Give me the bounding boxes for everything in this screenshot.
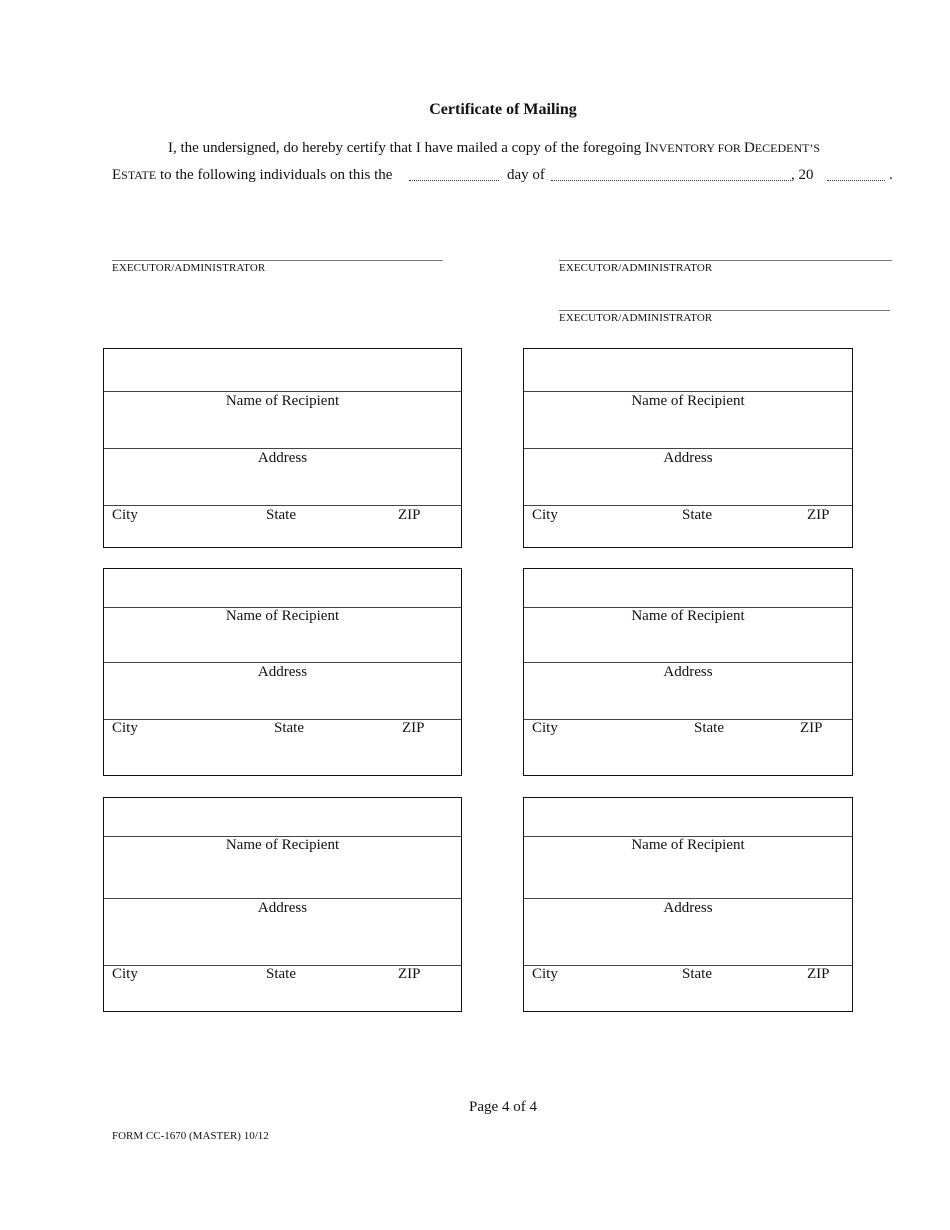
city-label: City (532, 966, 558, 982)
month-field[interactable] (551, 170, 791, 181)
state-label: State (682, 507, 712, 523)
name-of-recipient-label: Name of Recipient (631, 837, 745, 853)
doc-name-initial: I (644, 140, 650, 156)
recipient-box-6 (523, 797, 853, 1012)
sentence-period: . (889, 167, 893, 183)
state-label: State (682, 966, 712, 982)
certification-text: I, the undersigned, do hereby certify that I have mailed a copy of the foregoing (168, 140, 645, 156)
name-of-recipient-label: Name of Recipient (631, 393, 745, 409)
signature-line-right-1[interactable] (559, 260, 892, 261)
city-label: City (112, 507, 138, 523)
name-of-recipient-label: Name of Recipient (631, 608, 745, 624)
doc-name-smallcaps: STATE (121, 168, 157, 182)
recipient-box-1 (103, 348, 462, 548)
state-label: State (266, 966, 296, 982)
page-number: Page 4 of 4 (469, 1099, 537, 1115)
doc-name-initial: E (112, 167, 122, 183)
recipient-box-2 (523, 348, 853, 548)
name-of-recipient-label: Name of Recipient (225, 608, 340, 624)
day-of-label: day of (507, 167, 545, 183)
address-label: Address (257, 450, 308, 466)
signature-label-left: EXECUTOR/ADMINISTRATOR (112, 262, 266, 274)
address-row-divider (104, 662, 461, 663)
zip-label: ZIP (398, 507, 421, 523)
page-title: Certificate of Mailing (429, 101, 577, 118)
name-of-recipient-label: Name of Recipient (225, 837, 340, 853)
doc-name-initial: D (743, 140, 755, 156)
address-row-divider (524, 898, 852, 899)
zip-label: ZIP (402, 720, 425, 736)
name-row-divider (524, 391, 852, 392)
doc-name-smallcaps: NVENTORY FOR (649, 141, 744, 155)
address-row-divider (104, 898, 461, 899)
zip-label: ZIP (800, 720, 823, 736)
recipient-box-5 (103, 797, 462, 1012)
certification-text: to the following individuals on this the (156, 167, 393, 183)
signature-label-right-1: EXECUTOR/ADMINISTRATOR (559, 262, 713, 274)
recipient-box-3 (103, 568, 462, 776)
city-label: City (112, 966, 138, 982)
zip-label: ZIP (807, 966, 830, 982)
name-row-divider (104, 391, 461, 392)
city-label: City (532, 720, 558, 736)
signature-line-left[interactable] (112, 260, 443, 261)
signature-line-right-2[interactable] (559, 310, 890, 311)
recipient-box-4 (523, 568, 853, 776)
zip-label: ZIP (398, 966, 421, 982)
state-label: State (694, 720, 724, 736)
city-row-divider (524, 505, 852, 506)
doc-name-smallcaps: ECEDENT’S (754, 141, 821, 155)
year-field[interactable] (827, 170, 885, 181)
address-row-divider (524, 662, 852, 663)
address-label: Address (663, 450, 713, 466)
address-label: Address (663, 664, 713, 680)
certification-line-2 (112, 167, 392, 184)
state-label: State (266, 507, 296, 523)
form-identifier: FORM CC-1670 (MASTER) 10/12 (112, 1130, 269, 1142)
certification-line-1 (168, 140, 820, 157)
zip-label: ZIP (807, 507, 830, 523)
address-label: Address (663, 900, 713, 916)
address-label: Address (257, 664, 308, 680)
address-row-divider (104, 448, 461, 449)
city-row-divider (104, 505, 461, 506)
address-label: Address (257, 900, 308, 916)
year-prefix-label: , 20 (791, 167, 814, 183)
address-row-divider (524, 448, 852, 449)
name-of-recipient-label: Name of Recipient (225, 393, 340, 409)
day-number-field[interactable] (409, 170, 499, 181)
state-label: State (274, 720, 304, 736)
signature-label-right-2: EXECUTOR/ADMINISTRATOR (559, 312, 713, 324)
city-label: City (112, 720, 138, 736)
city-label: City (532, 507, 558, 523)
